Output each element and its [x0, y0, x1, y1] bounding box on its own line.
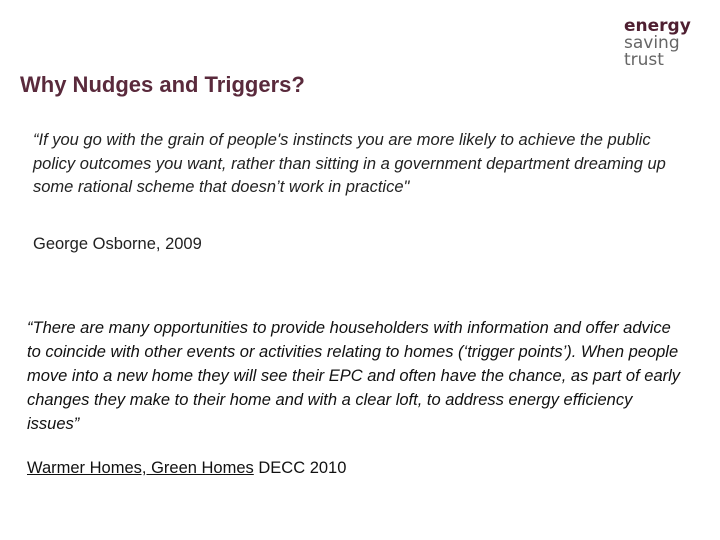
- osborne-attribution: George Osborne, 2009: [33, 235, 202, 253]
- logo-line-trust: trust: [624, 50, 664, 70]
- decc-source: [27, 459, 346, 478]
- warmer-homes-link[interactable]: Warmer Homes, Green Homes: [27, 459, 254, 477]
- logo-line-energy: energy: [624, 16, 691, 36]
- energy-saving-trust-logo: [624, 18, 691, 69]
- logo-line-saving: saving: [624, 33, 680, 53]
- decc-source-suffix: DECC 2010: [253, 459, 347, 477]
- osborne-quote: “If you go with the grain of people's instincts you are more likely to achieve the public policy outcomes you want, rather than sitting in a government department dreaming up some rational scheme that doesn’t work in practice": [33, 131, 666, 196]
- slide-title: Why Nudges and Triggers?: [20, 72, 305, 97]
- decc-quote: “There are many opportunities to provide householders with information and offer advice to coincide with other events or activities relating to homes (‘trigger points’). When people move into a new home they will see their EPC and often have the chance, as part of early changes they make to their home and with a clear loft, to address energy efficiency issues”: [27, 319, 681, 433]
